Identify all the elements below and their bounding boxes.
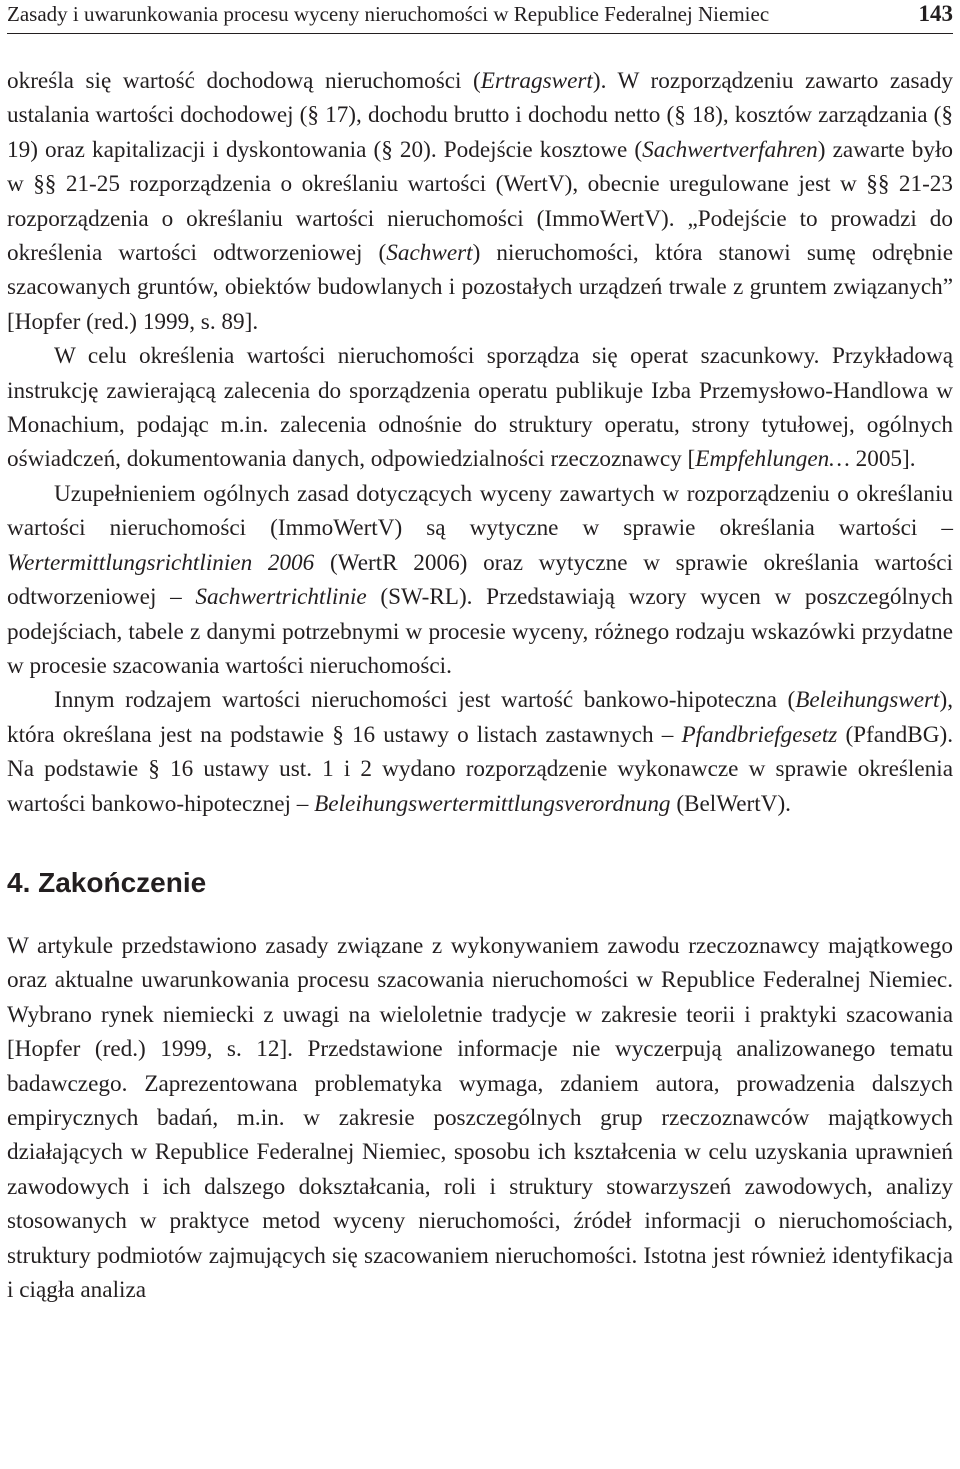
paragraph-4: Innym rodzajem wartości nieruchomości jest wartość bankowo-hipoteczna (Beleihungswert), która określana jest na podstawie § 16 ustawy o listach zastawnych – Pfandbriefgesetz (PfandBG). Na podstawie § 16 ustawy ust. 1 i 2 wydano rozporządzenie wykonawcze w sprawie określenia wartości bankowo-hipotecznej – Beleihungswertermittlungsverordnung (BelWertV). [7,687,953,817]
emphasis-pfandbriefgesetz: Pfandbriefgesetz [681,721,838,748]
emphasis-empfehlungen: Empfehlungen… [695,446,850,473]
emphasis-sachwert: Sachwert [386,240,473,267]
running-title: Zasady i uwarunkowania procesu wyceny nieruchomości w Republice Federalnej Niemiec [7,2,770,26]
body-text [7,64,953,1307]
paragraph-2: W celu określenia wartości nieruchomości sporządza się operat szacunkowy. Przykładową instrukcję zawierającą zalecenia do sporządzenia operatu publikuje Izba Przemysłowo-Handlowa w Monachium, podając m.in. zalecenia odnośnie do struktury operatu, strony tytułowej, ogólnych oświadczeń, dokumentowania danych, odpowiedzialności rzeczoznawcy [Empfehlungen… 2005]. [7,343,953,473]
emphasis-beleihungswert: Beleihungswert [795,687,940,714]
emphasis-ertragswert: Ertragswert [480,68,593,94]
conclusion-paragraph: W artykule przedstawiono zasady związane z wykonywaniem zawodu rzeczoznawcy majątkowego oraz aktualne uwarunkowania procesu szacowania nieruchomości w Republice Federalnej Niemiec. Wybrano rynek niemiecki z uwagi na wieloletnie tradycje w zakresie teorii i praktyki szacowania [Hopfer (red.) 1999, s. 12]. Przedstawione informacje nie wyczerpują analizowanego tematu badawczego. Zaprezentowana problematyka wymaga, zdaniem autora, prowadzenia dalszych empirycznych badań, m.in. w zakresie poszczególnych grup rzeczoznawców majątkowych działających w Republice Federalnej Niemiec, sposobu ich kształcenia w celu uzyskania uprawnień zawodowych i ich dalszego dokształcania, roli i struktury stowarzyszeń zawodowych, analizy stosowanych w praktyce metod wyceny nieruchomości, źródeł informacji o nieruchomościach, struktury podmiotów zajmujących się szacowaniem nieruchomości. Istotna jest również identyfikacja i ciągła analiza [7,932,953,1303]
emphasis-sachwertverfahren: Sachwertverfahren [642,136,818,163]
emphasis-wertermittlungsrichtlinien: Wertermittlungsrichtlinien 2006 [7,549,315,576]
section-heading: 4. Zakończenie [7,866,207,898]
paragraph-1: określa się wartość dochodową nieruchomości (Ertragswert). W rozporządzeniu zawarto zasady ustalania wartości dochodowej (§ 17), dochodu brutto i dochodu netto (§ 18), kosztów zarządzania (§ 19) oraz kapitalizacji i dyskontowania (§ 20). Podejście kosztowe (Sachwertverfahren) zawarte było w §§ 21-25 rozporządzenia o określaniu wartości (WertV), obecnie uregulowane jest w §§ 21-23 rozporządzenia o określaniu wartości nieruchomości (ImmoWertV). „Podejście to prowadzi do określenia wartości odtworzeniowej (Sachwert) nieruchomości, która stanowi sumę odrębnie szacowanych gruntów, obiektów budowlanych i pozostałych urządzeń trwale z gruntem związanych” [Hopfer (red.) 1999, s. 89]. [7,68,954,335]
paragraph-3: Uzupełnieniem ogólnych zasad dotyczących wyceny zawartych w rozporządzeniu o określaniu wartości nieruchomości (ImmoWertV) są wytyczne w sprawie określania wartości – Wertermittlungsrichtlinien 2006 (WertR 2006) oraz wytyczne w sprawie określania wartości odtworzeniowej – Sachwertrichtlinie (SW-RL). Przedstawiają wzory wycen w poszczególnych podejściach, tabele z danymi potrzebnymi w procesie wyceny, różnego rodzaju wskazówki przydatne w procesie szacowania wartości nieruchomości. [7,480,953,679]
document-page [7,0,953,1307]
emphasis-belwertv: Beleihungswertermittlungsverordnung [314,790,671,817]
emphasis-sachwertrichtlinie: Sachwertrichtlinie [195,584,367,611]
page-number: 143 [918,1,953,26]
running-header [7,0,953,34]
